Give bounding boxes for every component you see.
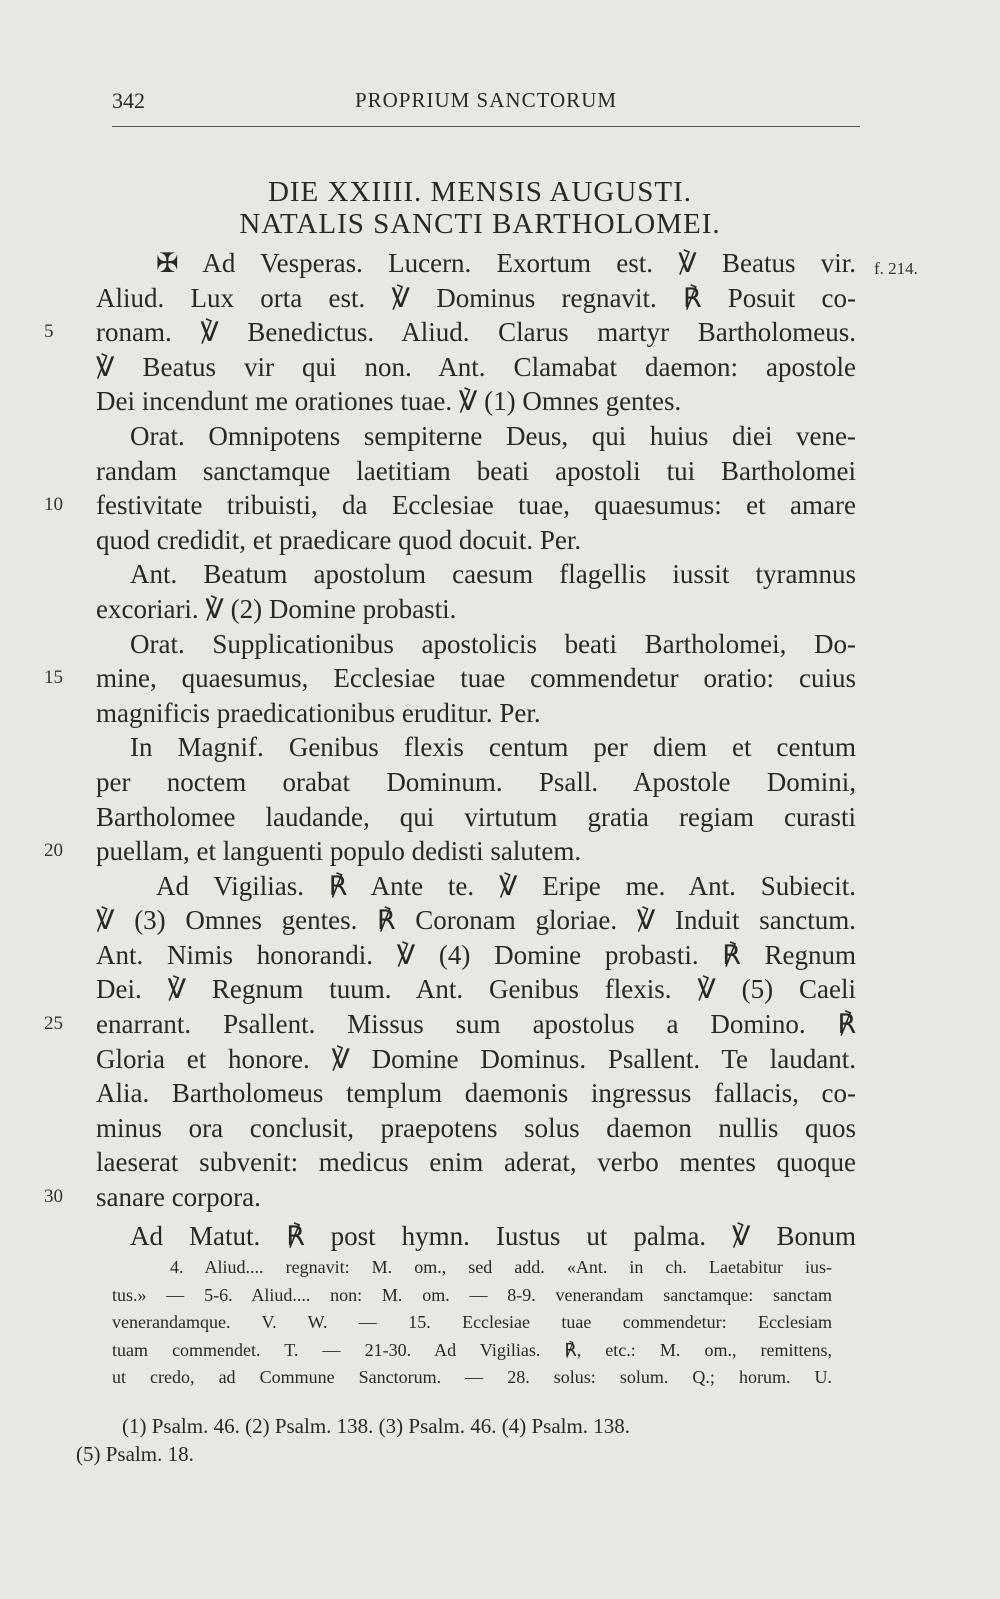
text-line (96, 1219, 856, 1254)
line-text: Dei incendunt me orationes tuae. ℣ (1) Omnes gentes. (96, 386, 682, 417)
text-line (96, 627, 856, 662)
line-text: Bartholomee laudande, qui virtutum gratia regiam curasti (96, 801, 856, 832)
line-text: Aliud. Lux orta est. ℣ Dominus regnavit. ℟ Posuit co- (96, 282, 856, 313)
text-line (96, 350, 856, 385)
page-header (112, 88, 860, 118)
line-number: 15 (44, 667, 63, 689)
text-line (96, 765, 856, 800)
text-line (96, 523, 856, 558)
line-number: 30 (44, 1186, 63, 1208)
line-number: 5 (44, 321, 54, 343)
running-head: PROPRIUM SANCTORUM (354, 88, 618, 112)
line-text: mine, quaesumus, Ecclesiae tuae commendetur oratio: cuius (96, 663, 856, 694)
footnote-line: tuam commendet. T. — 21-30. Ad Vigilias. ℟, etc.: M. om., remittens, (112, 1339, 832, 1360)
text-line (96, 1076, 856, 1111)
line-number: 10 (44, 494, 63, 516)
line-text: quod credidit, et praedicare quod docuit. Per. (96, 524, 582, 555)
line-text: Alia. Bartholomeus templum daemonis ingressus fallacis, co- (96, 1078, 856, 1109)
text-line (96, 246, 918, 281)
footnote-line: tus.» — 5-6. Aliud.... non: M. om. — 8-9. venerandam sanctamque: sanctam (112, 1284, 832, 1305)
line-text: ronam. ℣ Benedictus. Aliud. Clarus martyr Bartholomeus. (96, 317, 856, 348)
line-text: Gloria et honore. ℣ Domine Dominus. Psallent. Te laudant. (96, 1043, 856, 1074)
source-line: (1) Psalm. 46. (2) Psalm. 138. (3) Psalm. 46. (4) Psalm. 138. (122, 1414, 631, 1438)
line-text: festivitate tribuisti, da Ecclesiae tuae, quaesumus: et amare (96, 490, 856, 521)
line-text: Ant. Beatum apostolum caesum flagellis iussit tyramnus (130, 559, 856, 590)
text-line (44, 661, 856, 696)
line-text: Ad Vigilias. ℟ Ante te. ℣ Eripe me. Ant. Subiecit. (156, 870, 856, 901)
footnote-line: 4. Aliud.... regnavit: M. om., sed add. «Ant. in ch. Laetabitur ius- (170, 1257, 832, 1277)
text-line (96, 1111, 856, 1146)
text-line (96, 281, 856, 316)
line-text: In Magnif. Genibus flexis centum per diem et centum (130, 732, 856, 763)
line-text: Ant. Nimis honorandi. ℣ (4) Domine probasti. ℟ Regnum (96, 939, 856, 970)
line-text: minus ora conclusit, praepotens solus daemon nullis quos (96, 1112, 856, 1143)
line-text: sanare corpora. (96, 1182, 261, 1213)
text-line (44, 1180, 856, 1215)
text-line (96, 938, 856, 973)
text-line (96, 1145, 856, 1180)
text-line (96, 800, 856, 835)
line-text: puellam, et languenti populo dedisti salutem. (96, 836, 582, 867)
line-text: laeserat subvenit: medicus enim aderat, verbo mentes quoque (96, 1147, 856, 1178)
line-text: Ad Matut. ℟ post hymn. Iustus ut palma. ℣ Bonum (130, 1220, 856, 1251)
text-line (96, 454, 856, 489)
line-text: ℣ Beatus vir qui non. Ant. Clamabat daemon: apostole (96, 351, 856, 382)
line-text: Orat. Supplicationibus apostolicis beati Bartholomei, Do- (130, 628, 856, 659)
text-line (96, 972, 856, 1007)
text-line (96, 384, 856, 419)
line-number: 20 (44, 840, 63, 862)
text-line (44, 1007, 856, 1042)
line-text: randam sanctamque laetitiam beati apostoli tui Bartholomei (96, 455, 856, 486)
text-line (44, 834, 856, 869)
line-text: magnificis praedicationibus eruditur. Per. (96, 697, 541, 728)
footnote-line: venerandamque. V. W. — 15. Ecclesiae tuae commendetur: Ecclesiam (112, 1312, 832, 1332)
liturgical-text (44, 246, 918, 1253)
folio-margin-note: f. 214. (874, 259, 918, 278)
text-line (96, 419, 856, 454)
footnote-line: ut credo, ad Commune Sanctorum. — 28. solus: solum. Q.; horum. U. (112, 1367, 832, 1387)
line-text: Orat. Omnipotens sempiterne Deus, qui huius diei vene- (130, 420, 856, 451)
text-line (96, 557, 856, 592)
text-line (44, 488, 856, 523)
line-text: excoriari. ℣ (2) Domine probasti. (96, 593, 457, 624)
feast-date-title: DIE XXIIII. MENSIS AUGUSTI. (267, 176, 693, 208)
header-rule (112, 126, 860, 127)
text-line (96, 730, 856, 765)
line-text: ✠ Ad Vesperas. Lucern. Exortum est. ℣ Beatus vir. (156, 248, 856, 278)
text-line (96, 869, 856, 904)
psalm-sources (76, 1412, 836, 1468)
line-number: 25 (44, 1013, 63, 1035)
text-line (96, 696, 856, 731)
line-text: enarrant. Psallent. Missus sum apostolus a Domino. ℟ (96, 1009, 856, 1040)
line-text: Dei. ℣ Regnum tuum. Ant. Genibus flexis. ℣ (5) Caeli (96, 974, 856, 1005)
text-line (44, 315, 856, 350)
text-line (96, 903, 856, 938)
source-line: (5) Psalm. 18. (76, 1442, 194, 1466)
page-number: 342 (112, 88, 145, 113)
feast-name-title: NATALIS SANCTI BARTHOLOMEI. (239, 208, 721, 240)
line-text: ℣ (3) Omnes gentes. ℟ Coronam gloriae. ℣ Induit sanctum. (96, 905, 856, 936)
line-text: per noctem orabat Dominum. Psall. Apostole Domini, (96, 766, 856, 797)
text-line (96, 1042, 856, 1077)
critical-apparatus (112, 1254, 832, 1392)
text-line (96, 592, 856, 627)
